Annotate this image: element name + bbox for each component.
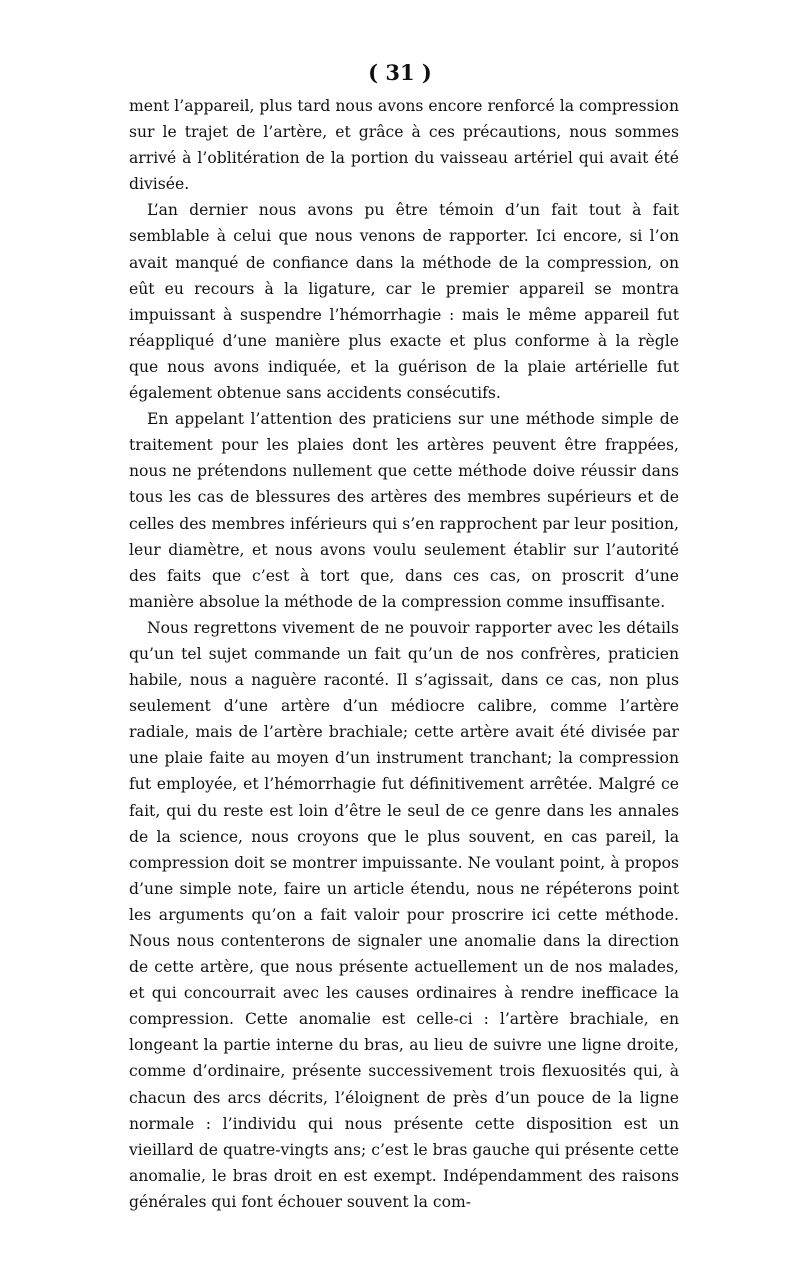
body-text	[129, 93, 679, 1215]
paragraph-witnessed-case: L’an dernier nous avons pu être témoin d’un fait tout à fait semblable à celui que nous venons de rapporter. Ici encore, si l’on avait manqué de confiance dans la méthode de la compression, on eût eu recours à la ligature, car le premier appareil se montra impuissant à suspendre l’hémorrhagie : mais le même appareil fut réappliqué d’une manière plus exacte et plus conforme à la règle que nous avons indiquée, et la guérison de la plaie artérielle fut également obtenue sans accidents consécutifs.	[129, 201, 679, 403]
paragraph-brachial-artery: Nous regrettons vivement de ne pouvoir rapporter avec les détails qu’un tel sujet commande un fait qu’un de nos confrères, praticien habile, nous a naguère raconté. Il s’agissait, dans ce cas, non plus seulement d’une artère d’un médiocre calibre, comme l’artère radiale, mais de l’artère brachiale; cette artère avait été divisée par une plaie faite au moyen d’un instrument tranchant; la compression fut employée, et l’hémorrhagie fut définitivement arrêtée. Malgré ce fait, qui du reste est loin d’être le seul de ce genre dans les annales de la science, nous croyons que le plus souvent, en cas pareil, la compression doit se montrer impuissante. Ne voulant point, à propos d’une simple note, faire un article étendu, nous ne répéterons point les arguments qu’on a fait valoir pour proscrire ici cette méthode. Nous nous contenterons de signaler une anomalie dans la direction de cette artère, que nous présente actuellement un de nos malades, et qui concourrait avec les causes ordinaires à rendre inefficace la compression. Cette anomalie est celle-ci : l’artère brachiale, en longeant la partie interne du bras, au lieu de suivre une ligne droite, comme d’ordinaire, présente successivement trois flexuosités qui, à chacun des arcs décrits, l’éloignent de près d’un pouce de la ligne normale : l’individu qui nous présente cette disposition est un vieillard de quatre-vingts ans; c’est le bras gauche qui présente cette anomalie, le bras droit en est exempt. Indépendamment des raisons générales qui font échouer souvent la com-	[129, 618, 679, 1211]
page-number: ( 31 )	[368, 60, 432, 85]
paragraph-continuation: ment l’appareil, plus tard nous avons encore renforcé la compression sur le trajet de l’artère, et grâce à ces précautions, nous sommes arrivé à l’oblitération de la portion du vaisseau artériel qui avait été divisée.	[129, 97, 679, 194]
paragraph-compression-method: En appelant l’attention des praticiens sur une méthode simple de traitement pour les plaies dont les artères peuvent être frappées, nous ne prétendons nullement que cette méthode doive réussir dans tous les cas de blessures des artères des membres supérieurs et de celles des membres inférieurs qui s’en rapprochent par leur position, leur diamètre, et nous avons voulu seulement établir sur l’autorité des faits que c’est à tort que, dans ces cas, on proscrit d’une manière absolue la méthode de la compression comme insuffisante.	[129, 410, 679, 611]
